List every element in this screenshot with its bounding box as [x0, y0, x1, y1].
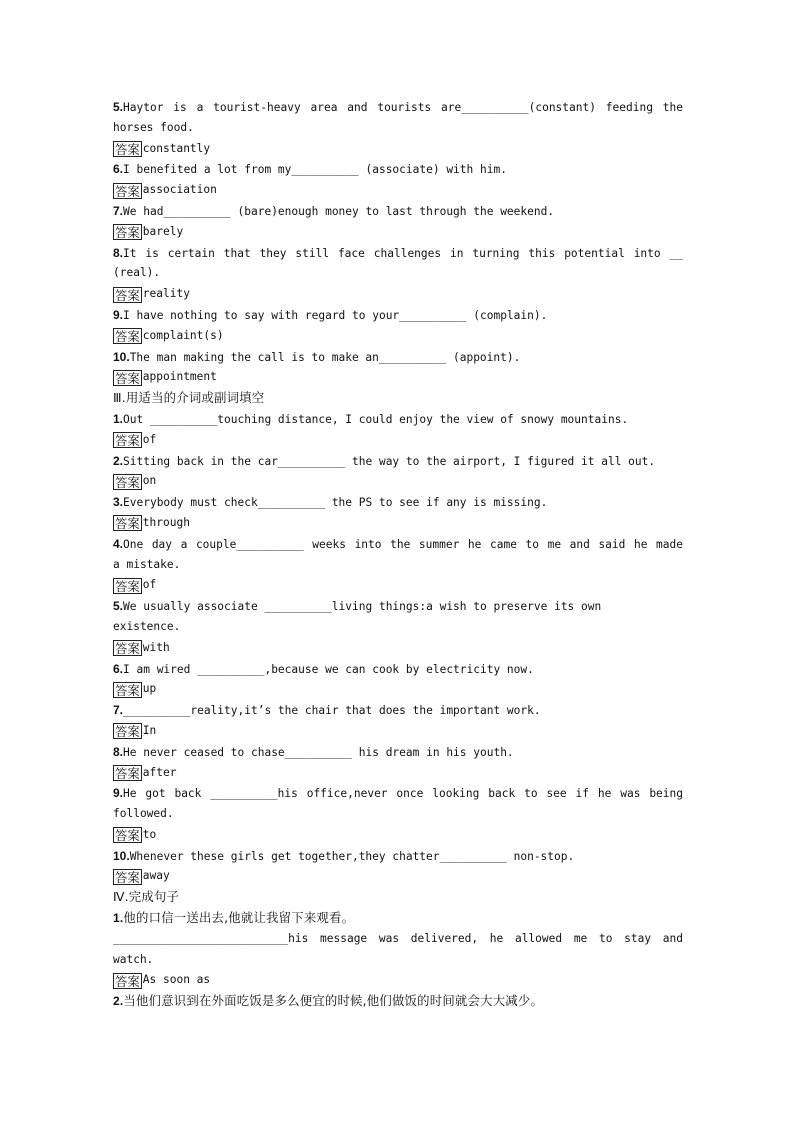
item-text-line: __________________________his message was delivered, he allowed me to stay and: [113, 931, 683, 945]
answer-row: [113, 763, 683, 784]
answer-row: [113, 970, 683, 991]
section3-item-7: [113, 700, 683, 742]
item-text-line: a mistake.: [113, 557, 181, 571]
answer-row: [113, 471, 683, 492]
item-text-line: One day a couple__________ weeks into the summer he came to me and said he made: [123, 537, 683, 551]
section-4-title: Ⅳ.完成句子: [113, 889, 180, 905]
answer-label: 答案: [115, 183, 140, 199]
section3-item-1: [113, 409, 683, 451]
answer-row: [113, 222, 683, 243]
answer-row: [113, 430, 683, 451]
answer-label: 答案: [115, 578, 140, 594]
item-text-line: __________reality,it’s the chair that does the important work.: [123, 704, 541, 718]
item-text-line: Haytor is a tourist-heavy area and tourists are__________(constant) feeding the: [123, 101, 683, 114]
item-text-line: I benefited a lot from my__________ (associate) with him.: [123, 163, 507, 177]
exercise-item-6: [113, 159, 683, 201]
exercise-item-5: [113, 97, 683, 159]
section3-item-9: [113, 783, 683, 845]
answer-label: 答案: [115, 329, 140, 345]
answer-label: 答案: [115, 641, 140, 657]
answer-row: [113, 139, 683, 160]
answer-text: constantly: [142, 141, 211, 155]
answer-row: [113, 513, 683, 534]
answer-text: In: [142, 723, 157, 737]
section3-item-2: [113, 451, 683, 493]
item-text-line: Whenever these girls get together,they chatter__________ non-stop.: [129, 849, 575, 863]
answer-text: with: [142, 640, 170, 654]
item-text-line: Everybody must check__________ the PS to see if any is missing.: [123, 496, 548, 510]
item-text-line: We had__________ (bare)enough money to last through the weekend.: [123, 204, 555, 218]
item-text-line: existence.: [113, 619, 181, 633]
section3-item-6: [113, 659, 683, 701]
answer-text: appointment: [142, 370, 217, 384]
item-number: 9.: [113, 307, 124, 322]
item-number: 9.: [113, 786, 124, 801]
item-chinese-prompt: 当他们意识到在外面吃饭是多么便宜的时候,他们做饭的时间就会大大减少。: [123, 993, 544, 1009]
answer-row: [113, 326, 683, 347]
answer-label: 答案: [115, 225, 140, 241]
item-text-line: He never ceased to chase__________ his dream in his youth.: [123, 745, 514, 759]
item-chinese-prompt: 他的口信一送出去,他就让我留下来观看。: [123, 910, 355, 926]
item-text-line: It is certain that they still face challenges in turning this potential into __: [123, 246, 683, 260]
item-number: 5.: [113, 599, 124, 614]
answer-label: 答案: [115, 370, 140, 386]
answer-text: As soon as: [142, 973, 211, 987]
item-number: 10.: [113, 848, 130, 863]
answer-row: [113, 284, 683, 305]
answer-text: of: [142, 578, 157, 592]
section3-item-5: [113, 596, 683, 658]
answer-text: on: [142, 474, 157, 488]
item-number: 8.: [113, 245, 124, 260]
answer-text: of: [142, 432, 157, 446]
answer-label: 答案: [115, 724, 140, 740]
answer-row: [113, 679, 683, 700]
answer-text: to: [142, 827, 157, 841]
answer-label: 答案: [115, 141, 140, 157]
section4-item-1: [113, 908, 683, 991]
exercise-item-10: [113, 347, 683, 389]
item-number: 2.: [113, 994, 124, 1009]
section3-item-8: [113, 742, 683, 784]
item-text-line: The man making the call is to make an__________ (appoint).: [129, 350, 521, 364]
item-text-line: I have nothing to say with regard to your__________ (complain).: [123, 308, 548, 322]
item-number: 6.: [113, 661, 124, 676]
answer-text: up: [142, 682, 157, 696]
item-number: 6.: [113, 162, 124, 177]
answer-row: [113, 638, 683, 659]
item-number: 1.: [113, 911, 124, 926]
exercise-item-7: [113, 201, 683, 243]
item-text-line: followed.: [113, 807, 174, 821]
item-number: 3.: [113, 495, 124, 510]
section3-item-4: [113, 534, 683, 596]
answer-text: away: [142, 869, 170, 883]
item-number: 2.: [113, 453, 124, 468]
item-text-line: Out __________touching distance, I could enjoy the view of snowy mountains.: [123, 412, 629, 426]
section-3-title: Ⅲ.用适当的介词或副词填空: [113, 390, 265, 406]
answer-row: [113, 367, 683, 388]
answer-text: after: [142, 765, 177, 779]
item-number: 5.: [113, 100, 124, 114]
answer-row: [113, 180, 683, 201]
item-text-line: I am wired __________,because we can cook by electricity now.: [123, 662, 534, 676]
item-text-line: horses food.: [113, 120, 194, 134]
answer-label: 答案: [115, 433, 140, 449]
exercise-item-8: [113, 243, 683, 305]
item-text-line: Sitting back in the car__________ the way to the airport, I figured it all out.: [123, 454, 656, 468]
answer-text: reality: [142, 287, 190, 301]
item-number: 8.: [113, 744, 124, 759]
item-number: 10.: [113, 349, 130, 364]
answer-row: [113, 866, 683, 887]
answer-row: [113, 825, 683, 846]
answer-text: through: [142, 515, 190, 529]
item-number: 7.: [113, 703, 124, 718]
answer-label: 答案: [115, 765, 140, 781]
answer-label: 答案: [115, 516, 140, 532]
answer-row: [113, 721, 683, 742]
answer-label: 答案: [115, 474, 140, 490]
answer-label: 答案: [115, 287, 140, 303]
worksheet-page: [113, 97, 683, 1012]
answer-text: association: [142, 183, 217, 197]
answer-row: [113, 575, 683, 596]
item-text-line: He got back __________his office,never once looking back to see if he was being: [123, 787, 683, 801]
section4-item-2: [113, 991, 683, 1012]
answer-label: 答案: [115, 682, 140, 698]
item-number: 4.: [113, 536, 124, 551]
section3-item-3: [113, 492, 683, 534]
answer-text: barely: [142, 224, 184, 238]
exercise-item-9: [113, 305, 683, 347]
item-number: 1.: [113, 411, 124, 426]
item-text-line: watch.: [113, 952, 154, 966]
answer-label: 答案: [115, 973, 140, 989]
item-number: 7.: [113, 203, 124, 218]
answer-text: complaint(s): [142, 328, 224, 342]
item-text-line: We usually associate __________living things:a wish to preserve its own: [123, 600, 602, 614]
item-text-line: (real).: [113, 266, 161, 280]
answer-label: 答案: [115, 869, 140, 885]
answer-label: 答案: [115, 828, 140, 844]
section3-item-10: [113, 846, 683, 888]
